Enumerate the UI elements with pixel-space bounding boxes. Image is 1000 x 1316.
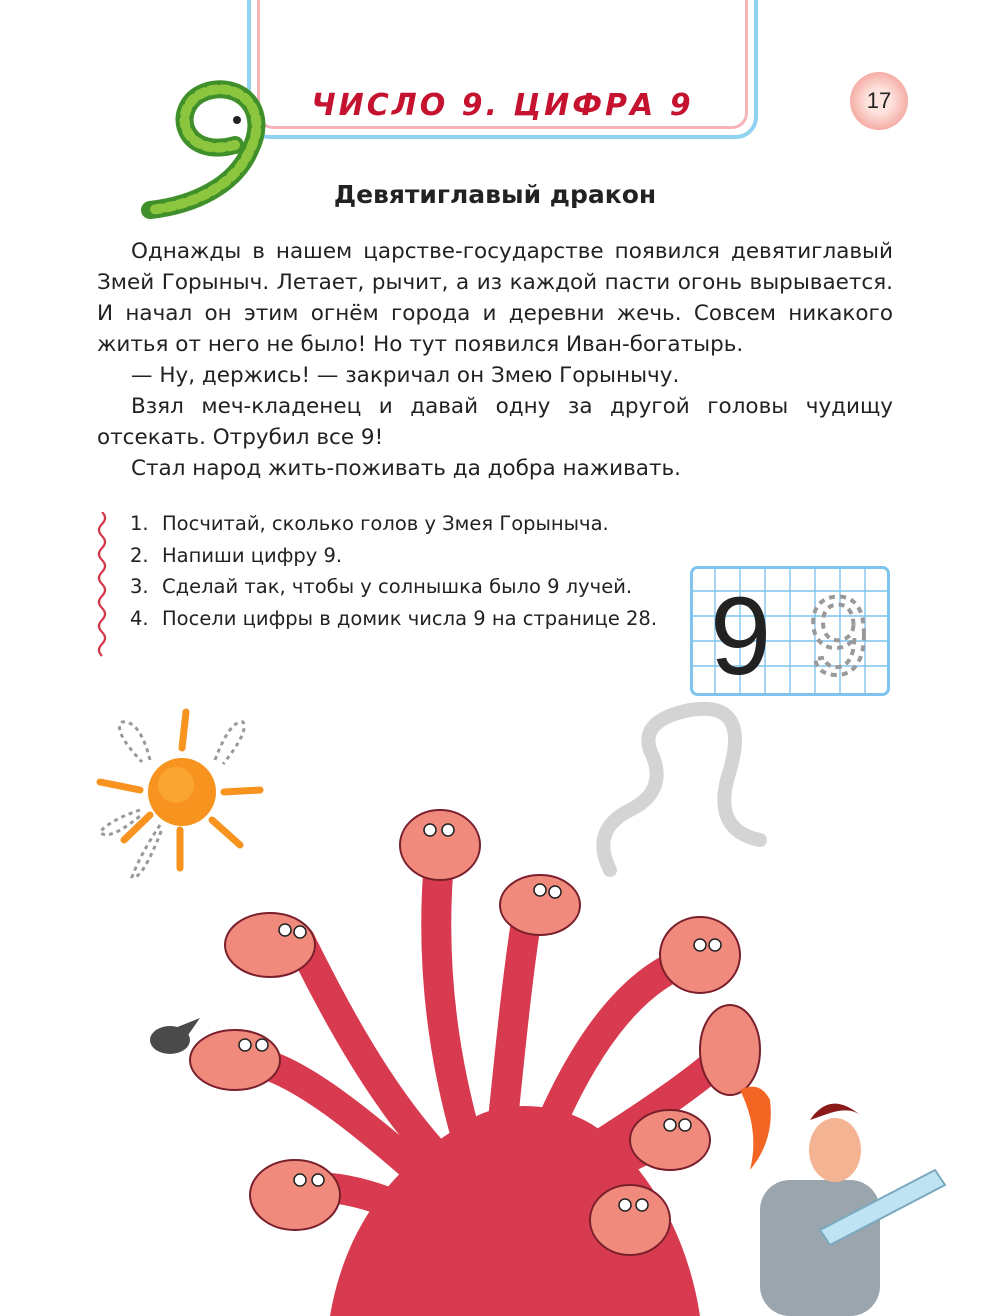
page-title: ЧИСЛО 9. ЦИФРА 9 <box>311 88 694 123</box>
list-item <box>130 571 670 603</box>
sample-digit: 9 <box>710 575 772 696</box>
task-text: Сделай так, чтобы у солнышка было 9 лучей. <box>162 575 633 598</box>
story-paragraph: Однажды в нашем царстве-государстве появился девятиглавый Змей Горыныч. Летает, рычит, а из каждой пасти огонь вырывается. И начал он этим огнём города и деревни жечь. Совсем никакого житья от него не было! Но тут появился Иван-богатырь. <box>97 239 893 357</box>
page-number: 17 <box>850 72 908 130</box>
task-number: 3. <box>130 575 149 598</box>
story-title: Девятиглавый дракон <box>333 180 657 209</box>
trace-digit: 9 <box>808 575 870 696</box>
task-list <box>130 508 670 634</box>
task-number: 1. <box>130 512 149 535</box>
digit-writing-grid <box>690 566 890 696</box>
wavy-divider <box>94 512 110 662</box>
sun-icon <box>100 712 260 877</box>
story-paragraph: — Ну, держись! — закричал он Змею Горынычу. <box>131 363 680 388</box>
story-paragraph: Взял меч-кладенец и давай одну за другой головы чудищу отсекать. Отрубил все 9! <box>97 394 893 450</box>
story-text <box>97 236 893 484</box>
task-text: Напиши цифру 9. <box>162 543 343 567</box>
list-item <box>130 540 670 572</box>
task-number: 4. <box>130 606 149 630</box>
task-text: Посчитай, сколько голов у Змея Горыныча. <box>162 512 609 535</box>
list-item <box>130 508 670 540</box>
knight-figure <box>760 1104 945 1316</box>
list-item <box>130 603 670 635</box>
task-text: Посели цифры в домик числа 9 на странице 28. <box>162 606 658 630</box>
task-number: 2. <box>130 543 149 567</box>
dragon-illustration <box>0 700 1000 1316</box>
story-paragraph: Стал народ жить-поживать да добра наживать. <box>131 456 682 481</box>
